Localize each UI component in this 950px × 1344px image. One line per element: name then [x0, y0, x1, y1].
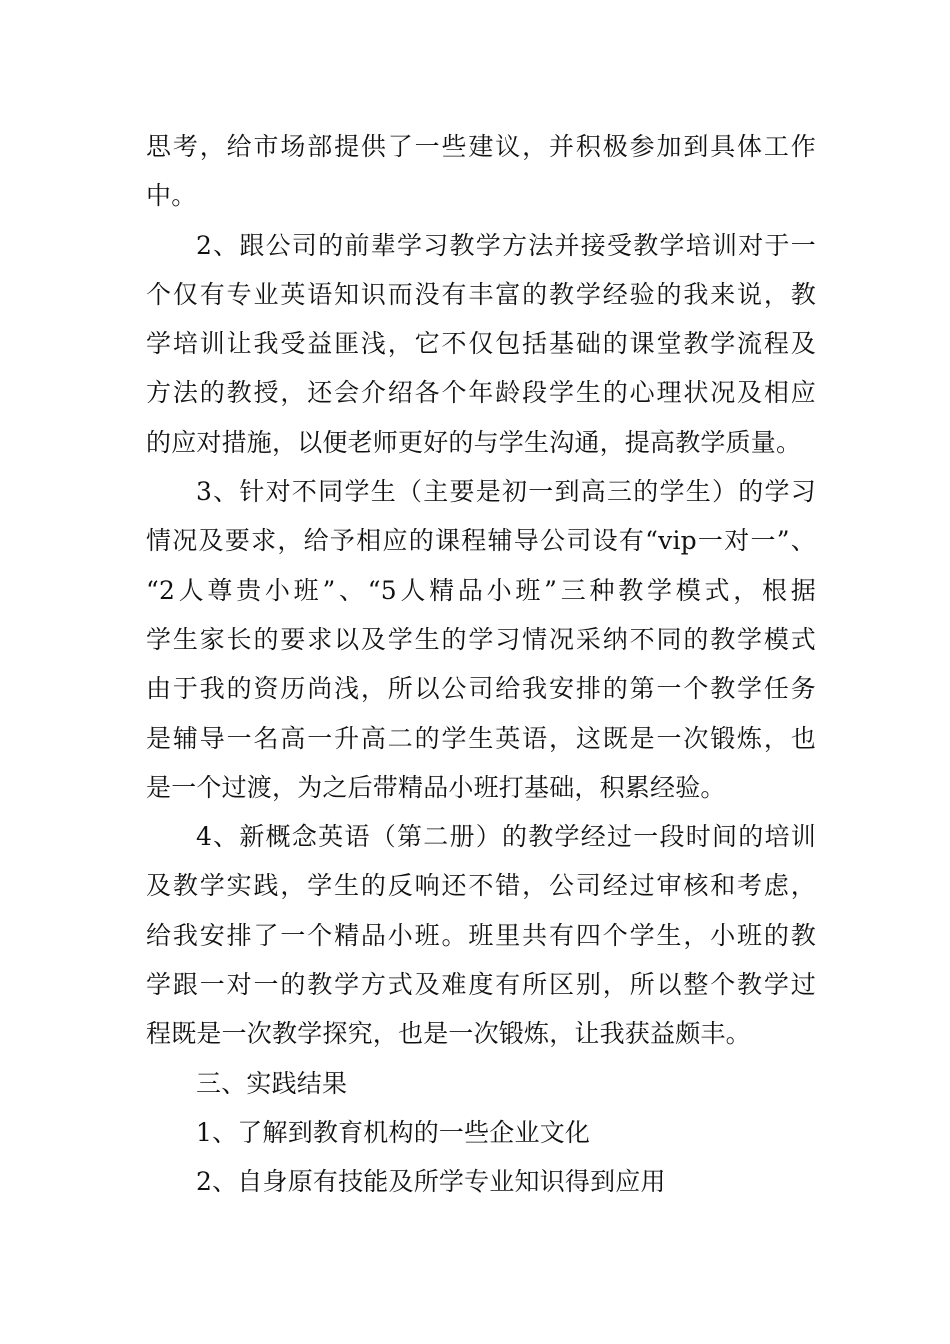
text-line: 的应对措施，以便老师更好的与学生沟通，提高教学质量。 — [146, 427, 802, 457]
text-line: 3、针对不同学生（主要是初一到高三的学生）的学习 — [196, 477, 816, 507]
text-line: 三、实践结果 — [196, 1068, 348, 1098]
text-line: 2、跟公司的前辈学习教学方法并接受教学培训对于一 — [196, 230, 816, 260]
paragraph-item-4 — [146, 812, 816, 1058]
section-heading — [146, 1059, 816, 1108]
text-line: 学跟一对一的教学方式及难度有所区别，所以整个教学过 — [146, 970, 816, 1000]
text-line: 是辅导一名高一升高二的学生英语，这既是一次锻炼，也 — [146, 723, 816, 753]
text-line: 4、新概念英语（第二册）的教学经过一段时间的培训 — [196, 822, 816, 852]
document-body — [146, 122, 816, 1207]
paragraph-continuation — [146, 122, 816, 221]
text-line: “2人尊贵小班”、“5人精品小班”三种教学模式，根据 — [146, 575, 816, 605]
text-line: 及教学实践，学生的反响还不错，公司经过审核和考虑， — [146, 871, 816, 901]
text-line: 情况及要求，给予相应的课程辅导公司设有“vip一对一”、 — [146, 526, 816, 556]
text-line: 是一个过渡，为之后带精品小班打基础，积累经验。 — [146, 772, 726, 802]
text-line: 学生家长的要求以及学生的学习情况采纳不同的教学模式 — [146, 624, 816, 654]
text-line: 学培训让我受益匪浅，它不仅包括基础的课堂教学流程及 — [146, 329, 816, 359]
text-line: 程既是一次教学探究，也是一次锻炼，让我获益颇丰。 — [146, 1019, 751, 1049]
result-item-2 — [146, 1157, 816, 1206]
result-item-1 — [146, 1108, 816, 1157]
text-line: 2、自身原有技能及所学专业知识得到应用 — [196, 1167, 666, 1197]
text-line: 给我安排了一个精品小班。班里共有四个学生，小班的教 — [146, 920, 816, 950]
paragraph-item-3 — [146, 467, 816, 812]
text-line: 思考，给市场部提供了一些建议，并积极参加到具体工作 — [146, 132, 816, 161]
paragraph-item-2 — [146, 221, 816, 467]
text-line: 由于我的资历尚浅，所以公司给我安排的第一个教学任务 — [146, 674, 816, 704]
text-line: 中。 — [146, 181, 197, 211]
text-line: 1、了解到教育机构的一些企业文化 — [196, 1117, 591, 1147]
text-line: 个仅有专业英语知识而没有丰富的教学经验的我来说，教 — [146, 279, 816, 309]
text-line: 方法的教授，还会介绍各个年龄段学生的心理状况及相应 — [146, 378, 816, 408]
